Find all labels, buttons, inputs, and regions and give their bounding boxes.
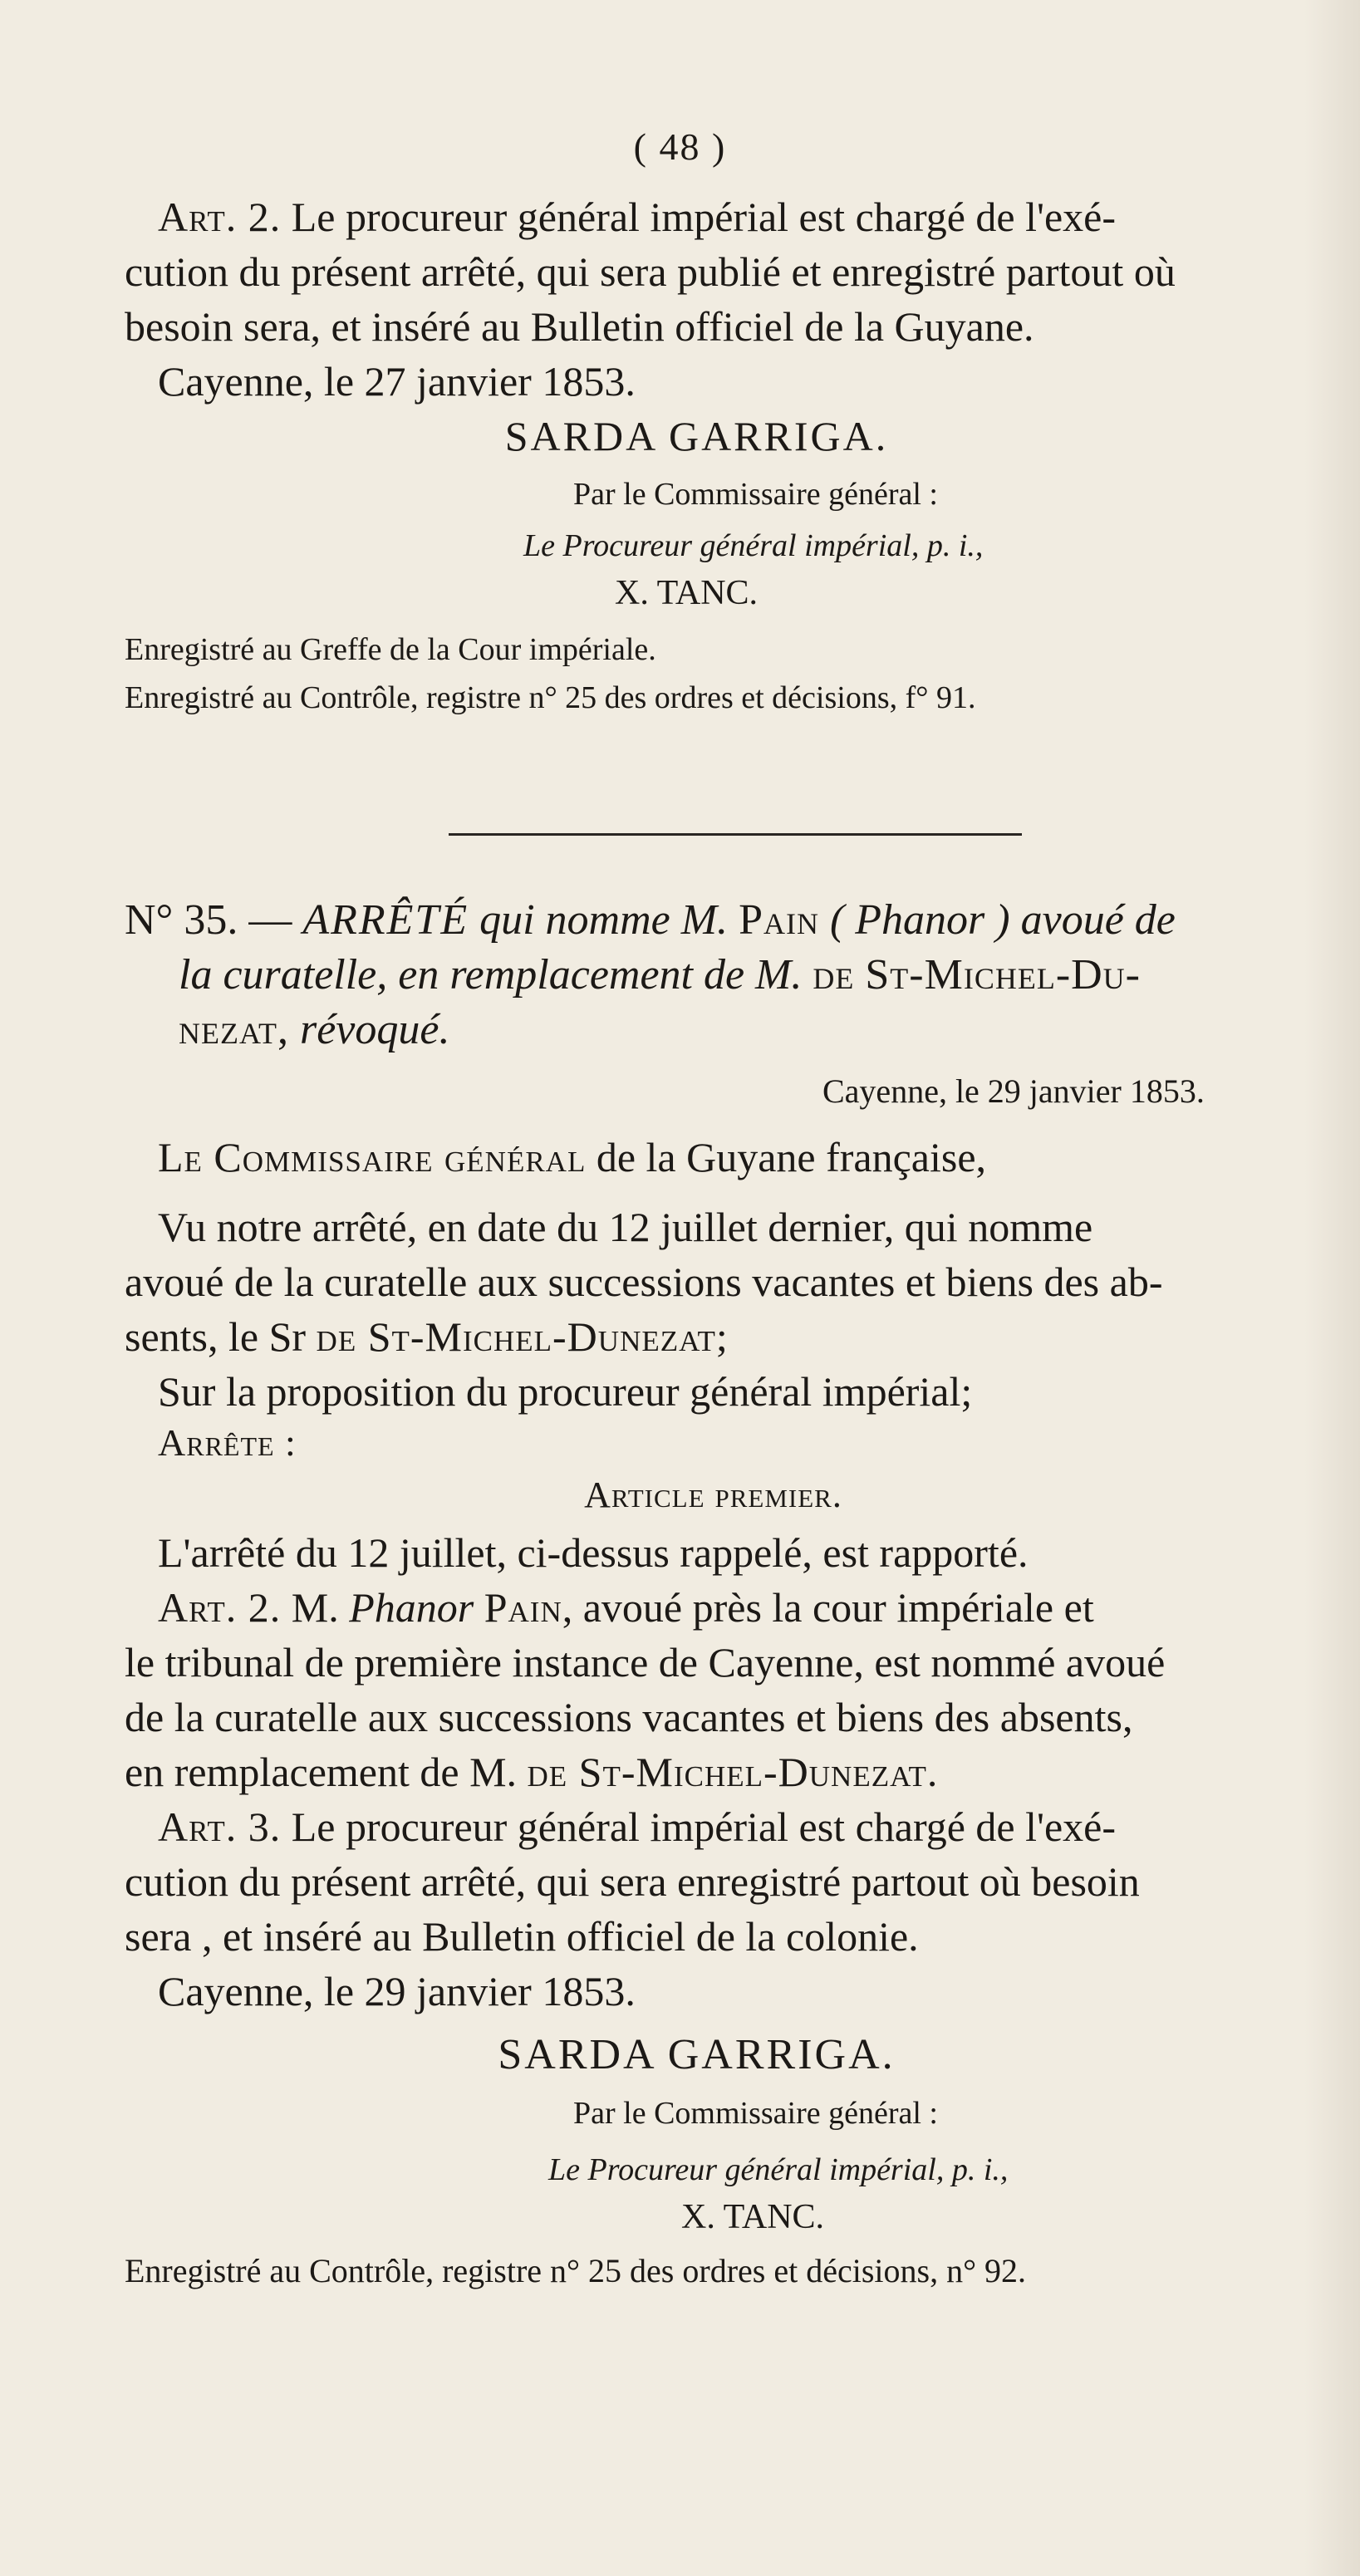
art2-line3: de la curatelle aux successions vacantes et biens des absents,: [125, 1694, 1133, 1740]
article-premier-heading: Article premier.: [584, 1474, 842, 1515]
decree-avoue: avoué de: [1020, 896, 1176, 944]
controle-note-1: Enregistré au Contrôle, registre n° 25 des ordres et décisions, f° 91.: [125, 680, 976, 715]
art2-remplacement: en remplacement de M.: [125, 1749, 518, 1795]
greffe-note: Enregistré au Greffe de la Cour impériale.: [125, 632, 656, 667]
decree-title-line3: [179, 1005, 449, 1054]
arrete-label: Arrête :: [158, 1421, 297, 1464]
section-divider: [449, 833, 1022, 836]
art3-line2: cution du présent arrêté, qui sera enregistré partout où besoin: [125, 1858, 1140, 1905]
art2-name: de St-Michel-Dunezat.: [527, 1749, 939, 1795]
date-line-2: Cayenne, le 29 janvier 1853.: [822, 1072, 1205, 1110]
art-text: Le procureur général impérial est chargé de l'exé-: [291, 194, 1117, 240]
art2-m: M.: [291, 1584, 339, 1631]
art2-first-line1: [158, 193, 1116, 241]
controle-note-2: Enregistré au Contrôle, registre n° 25 des ordres et décisions, n° 92.: [125, 2252, 1027, 2289]
vu-semicolon: ;: [715, 1313, 728, 1360]
art2-phanor: Phanor: [349, 1584, 474, 1631]
decree-phanor: ( Phanor ): [829, 896, 1010, 944]
tanc-signature-1: X. TANC.: [615, 574, 759, 612]
decree-title-line2: [179, 950, 1141, 999]
vu-sents: sents, le Sr: [125, 1313, 307, 1360]
article1-text: L'arrêté du 12 juillet, ci-dessus rappelé, est rapporté.: [158, 1529, 1029, 1576]
art3-rest1: Le procureur général impérial est chargé de l'exé-: [291, 1803, 1117, 1850]
art2-label: Art. 2.: [158, 1584, 282, 1631]
art2-line1: [158, 1583, 1094, 1631]
decree-de: de: [813, 951, 855, 999]
vu-line3: [125, 1313, 728, 1361]
tanc-signature-2: X. TANC.: [681, 2198, 825, 2236]
page-number: ( 48 ): [633, 125, 727, 168]
signature-sarda-garriga-1: SARDA GARRIGA.: [504, 413, 889, 459]
art-label: Art. 2.: [158, 194, 282, 240]
sur-la-proposition: Sur la proposition du procureur général impérial;: [158, 1368, 973, 1415]
art2-line4: [125, 1748, 938, 1796]
procureur-line-1: Le Procureur général impérial, p. i.,: [523, 528, 984, 563]
art3-label: Art. 3.: [158, 1803, 282, 1850]
art3-line1: [158, 1803, 1116, 1851]
decree-pain: Pain: [739, 896, 819, 944]
decree-curatelle: la curatelle, en remplacement de M.: [179, 951, 803, 999]
decree-qui-nomme: qui nomme M.: [479, 896, 729, 944]
art2-first-line3: besoin sera, et inséré au Bulletin officiel de la Guyane.: [125, 303, 1034, 350]
art3-line3: sera , et inséré au Bulletin officiel de la colonie.: [125, 1913, 919, 1960]
commissaire-title: Le Commissaire général: [158, 1134, 587, 1180]
art2-rest1: , avoué près la cour impériale et: [562, 1584, 1094, 1631]
decree-arrete: ARRÊTÉ: [302, 896, 469, 944]
procureur-line-2: Le Procureur général impérial, p. i.,: [548, 2152, 1009, 2187]
par-le-commissaire-1: Par le Commissaire général :: [573, 477, 938, 512]
decree-title-line1: [125, 895, 1176, 945]
art2-pain: Pain: [484, 1584, 562, 1631]
vu-line2: avoué de la curatelle aux successions vacantes et biens des ab-: [125, 1259, 1163, 1305]
vu-line1: Vu notre arrêté, en date du 12 juillet dernier, qui nomme: [158, 1204, 1093, 1250]
commissaire-line: [158, 1133, 986, 1181]
date-line-1: Cayenne, le 27 janvier 1853.: [158, 358, 636, 405]
par-le-commissaire-2: Par le Commissaire général :: [573, 2096, 938, 2131]
art2-line2: le tribunal de première instance de Cayenne, est nommé avoué: [125, 1639, 1166, 1685]
decree-revoque: révoqué.: [299, 1006, 450, 1053]
date-line-3: Cayenne, le 29 janvier 1853.: [158, 1968, 636, 2014]
art2-first-line2: cution du présent arrêté, qui sera publié et enregistré partout où: [125, 248, 1176, 295]
commissaire-rest: de la Guyane française,: [596, 1134, 987, 1180]
signature-sarda-garriga-2: SARDA GARRIGA.: [498, 2031, 896, 2078]
decree-michel: St-Michel-Du-: [865, 951, 1141, 999]
decree-nezat: nezat,: [179, 1006, 289, 1053]
vu-name: de St-Michel-Dunezat: [316, 1313, 716, 1360]
decree-number: N° 35. —: [125, 896, 292, 944]
